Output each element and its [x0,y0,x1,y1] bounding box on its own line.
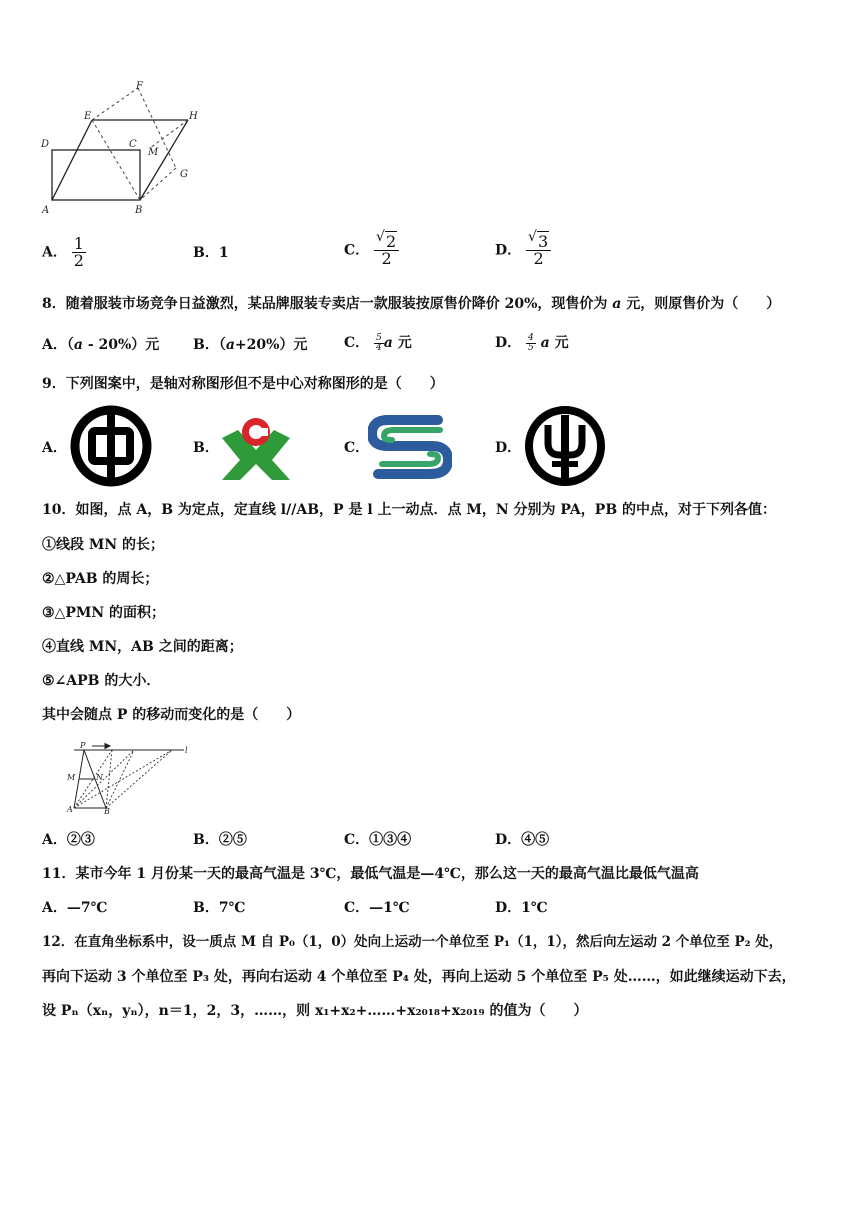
icbc-style-logo-icon [216,408,296,484]
label-P: P [80,741,86,750]
label-A: A [67,805,73,814]
label-B: B [104,807,110,814]
geometry-figure-q7 [38,80,198,220]
q10-item-3: ③△PMN 的面积； [42,605,166,621]
label-A: A [42,205,50,216]
q12-line-2: 再向下运动 3 个单位至 P₃ 处，再向右运动 4 个单位至 P₄ 处，再向上运动 5 个单位至 P₅ 处……，如此继续运动下去， [42,969,796,985]
q9-option-a[interactable]: A． [42,440,67,456]
s-shaped-bank-logo-icon [368,410,452,482]
label-F: F [136,81,143,92]
q8-option-d[interactable]: D． $\frac{4}{5}$ a 元 [495,332,569,353]
q10-item-5: ⑤∠APB 的大小． [42,673,161,689]
label-C: C [129,139,137,150]
geometry-figure-q10 [62,740,192,814]
label-H: H [189,111,198,122]
q12-line-1: 12．在直角坐标系中，设一质点 M 自 P₀（1，0）处向上运动一个单位至 P₁（1，1），然后向左运动 2 个单位至 P₂ 处， [42,934,783,950]
q10-question: 其中会随点 P 的移动而变化的是（ ） [42,707,301,723]
q7-option-a[interactable]: A． $\frac{1}{2}$ [42,234,84,270]
q11-option-b[interactable]: B．7℃ [193,900,246,916]
q11-option-c[interactable]: C．—1℃ [344,900,410,916]
q10-option-b[interactable]: B．②⑤ [193,832,247,848]
label-N: N [96,773,103,782]
label-l: l [185,746,188,755]
q7-option-c[interactable]: C． √ 2 2 [344,234,399,267]
q11-stem: 11．某市今年 1 月份某一天的最高气温是 3℃，最低气温是—4℃，那么这一天的最高气温比最低气温高 [42,866,699,882]
q11-option-a[interactable]: A．—7℃ [42,900,108,916]
q10-option-c[interactable]: C．①③④ [344,832,412,848]
label-M: M [67,773,76,782]
q7-option-b[interactable]: B．1 [193,245,229,261]
q11-option-d[interactable]: D．1℃ [495,900,548,916]
q8-option-c[interactable]: C． $\frac{5}{4}$ a 元 [344,332,412,353]
q9-stem: 9．下列图案中，是轴对称图形但不是中心对称图形的是（ ） [42,376,444,392]
q8-option-b[interactable]: B．（a+20%）元 [193,337,308,353]
q10-item-4: ④直线 MN，AB 之间的距离； [42,639,243,655]
q12-line-3: 设 Pₙ（xₙ，yₙ），n＝1，2，3，……，则 x₁+x₂+……+x₂₀₁₈+x₂₀₁₉ 的值为（ ） [42,1003,588,1019]
q9-option-d[interactable]: D． [495,440,522,456]
q7-option-d[interactable]: D． √ 3 2 [495,234,551,267]
label-D: D [41,139,50,150]
q10-stem: 10．如图，点 A，B 为定点，定直线 l//AB，P 是 l 上一动点．点 M，N 分别为 PA，PB 的中点，对于下列各值： [42,502,777,518]
label-B: B [135,205,143,216]
q9-option-b[interactable]: B． [193,440,219,456]
q10-item-1: ①线段 MN 的长； [42,537,165,553]
label-M: M [148,147,159,158]
label-E: E [84,111,92,122]
q8-option-a[interactable]: A．（a - 20%）元 [42,337,160,353]
bank-of-china-logo-icon [66,403,156,489]
label-G: G [180,169,188,180]
q10-option-a[interactable]: A．②③ [42,832,95,848]
agricultural-bank-logo-icon [522,403,608,489]
q9-option-c[interactable]: C． [344,440,370,456]
q8-stem: 8．随着服装市场竞争日益激烈，某品牌服装专卖店一款服装按原售价降价 20%，现售价为 a 元，则原售价为（ ） [42,296,781,312]
q10-option-d[interactable]: D．④⑤ [495,832,550,848]
q10-item-2: ②△PAB 的周长； [42,571,159,587]
